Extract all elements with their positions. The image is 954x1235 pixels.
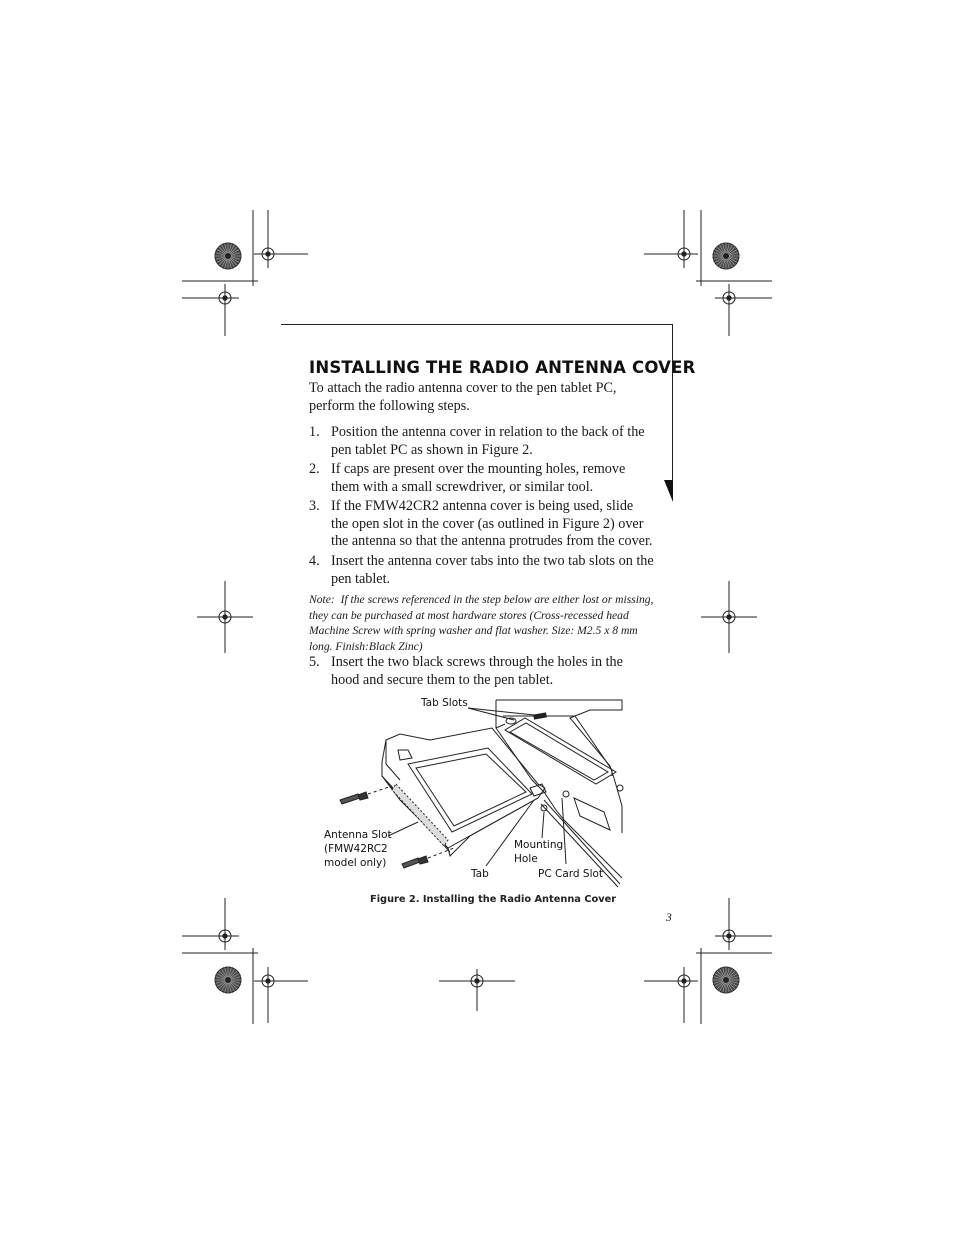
step-number: 1.: [309, 424, 320, 440]
thumb-tab-marker: [664, 480, 673, 502]
callout-tab-slots: Tab Slots: [421, 697, 468, 709]
step-item: [309, 654, 654, 689]
step-text: If the FMW42CR2 antenna cover is being used, slide the open slot in the cover (as outlined in Figure 2) over the antenna so that the antenna protrudes from the cover.: [331, 498, 653, 549]
note-text: If the screws referenced in the step below are either lost or missing, they can be purchased at most hardware stores (Cross-recessed head Machine Screw with spring washer and flat washer. Size: M2.5 x 8 mm long. Finish:Black Zinc): [309, 593, 654, 653]
step-number: 5.: [309, 654, 320, 670]
step-number: 4.: [309, 553, 320, 569]
figure-caption: Figure 2. Installing the Radio Antenna Cover: [370, 894, 617, 905]
callout-mounting-hole-2: Hole: [514, 853, 538, 865]
step-text: If caps are present over the mounting holes, remove them with a small screwdriver, or similar tool.: [331, 461, 626, 495]
step-number: 3.: [309, 498, 320, 514]
step-item: [309, 553, 654, 588]
step-item: [309, 461, 654, 496]
intro-paragraph: To attach the radio antenna cover to the pen tablet PC, perform the following steps.: [309, 380, 617, 414]
section-heading: INSTALLING THE RADIO ANTENNA COVER: [309, 358, 696, 377]
step-item: [309, 498, 654, 551]
callout-antenna-slot-note: model only): [324, 857, 387, 869]
callout-pc-card-slot: PC Card Slot: [538, 868, 604, 880]
step-text: Insert the antenna cover tabs into the two tab slots on the pen tablet.: [331, 553, 654, 587]
callout-mounting-hole: Mounting: [514, 839, 564, 851]
step-number: 2.: [309, 461, 320, 477]
screw-top: [340, 786, 392, 804]
callout-tab: Tab: [471, 868, 489, 880]
callout-antenna-slot-model: (FMW42RC2: [324, 843, 388, 855]
note-label: Note:: [309, 593, 335, 606]
page-number: 3: [666, 912, 672, 924]
step-item: [309, 424, 654, 459]
step-text: Position the antenna cover in relation to the back of the pen tablet PC as shown in Figure 2.: [331, 424, 645, 458]
callout-antenna-slot: Antenna Slot: [324, 829, 392, 841]
step-text: Insert the two black screws through the holes in the hood and secure them to the pen tablet.: [331, 654, 623, 688]
screw-bottom: [402, 848, 454, 868]
note-paragraph: [309, 592, 654, 654]
